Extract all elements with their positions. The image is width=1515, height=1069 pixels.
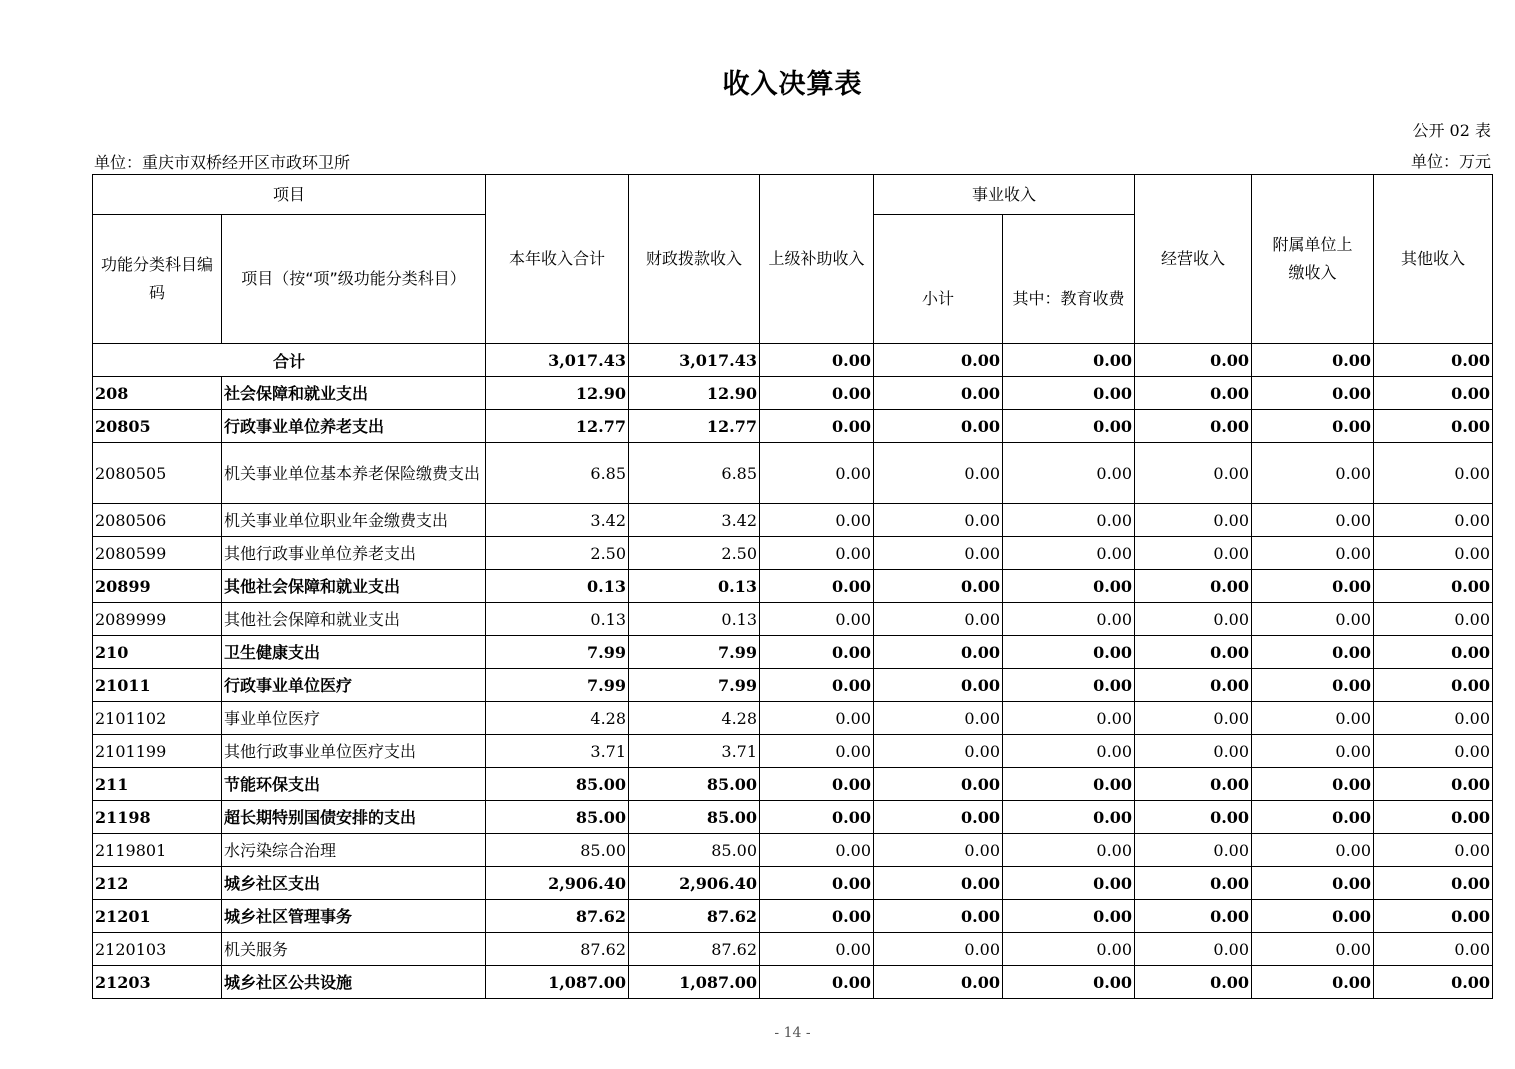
row-value-cell: 0.00 [760, 537, 874, 570]
row-value-cell: 0.00 [1135, 669, 1252, 702]
row-value-cell: 0.00 [1003, 570, 1135, 603]
row-value-cell: 0.00 [874, 570, 1003, 603]
row-value-cell: 0.00 [874, 801, 1003, 834]
row-value-cell: 0.00 [1135, 900, 1252, 933]
row-value-cell: 0.00 [1003, 636, 1135, 669]
row-item-name: 城乡社区公共设施 [222, 966, 486, 999]
row-value-cell: 0.00 [1135, 443, 1252, 504]
row-value-cell: 0.00 [1003, 900, 1135, 933]
row-value-cell: 7.99 [629, 669, 760, 702]
row-value-cell: 0.00 [1374, 410, 1493, 443]
row-value-cell: 0.00 [874, 702, 1003, 735]
table-row [93, 537, 1493, 570]
row-code: 2119801 [93, 834, 222, 867]
table-row [93, 900, 1493, 933]
row-value-cell: 0.00 [760, 443, 874, 504]
income-table [92, 174, 1493, 999]
row-value-cell: 0.00 [1374, 636, 1493, 669]
row-value-cell: 0.00 [1252, 768, 1374, 801]
table-row [93, 834, 1493, 867]
header-education-fee: 其中：教育收费 [1003, 215, 1135, 344]
header-other-income: 其他收入 [1374, 175, 1493, 344]
row-value-cell: 0.00 [874, 504, 1003, 537]
row-value-cell: 1,087.00 [629, 966, 760, 999]
table-row [93, 702, 1493, 735]
row-value-cell: 0.00 [1252, 504, 1374, 537]
row-value-cell: 87.62 [486, 933, 629, 966]
page-number: - 14 - [774, 1025, 811, 1041]
total-cell: 3,017.43 [486, 344, 629, 377]
row-value-cell: 0.00 [1374, 801, 1493, 834]
row-item-name: 城乡社区管理事务 [222, 900, 486, 933]
row-value-cell: 0.00 [1135, 735, 1252, 768]
row-value-cell: 0.00 [1003, 410, 1135, 443]
row-item-name: 其他社会保障和就业支出 [222, 603, 486, 636]
row-item-name: 机关服务 [222, 933, 486, 966]
row-value-cell: 0.00 [1135, 867, 1252, 900]
row-value-cell: 0.00 [760, 735, 874, 768]
row-value-cell: 0.00 [1252, 537, 1374, 570]
row-value-cell: 0.00 [1374, 867, 1493, 900]
row-value-cell: 0.00 [1252, 900, 1374, 933]
row-code: 2101199 [93, 735, 222, 768]
row-value-cell: 3.71 [486, 735, 629, 768]
row-value-cell: 0.00 [760, 966, 874, 999]
row-value-cell: 4.28 [486, 702, 629, 735]
row-value-cell: 0.00 [760, 504, 874, 537]
row-value-cell: 0.00 [1135, 702, 1252, 735]
total-cell: 0.00 [1135, 344, 1252, 377]
row-value-cell: 0.00 [760, 702, 874, 735]
row-value-cell: 0.00 [1003, 768, 1135, 801]
row-value-cell: 85.00 [629, 801, 760, 834]
row-item-name: 城乡社区支出 [222, 867, 486, 900]
table-row [93, 867, 1493, 900]
row-code: 21203 [93, 966, 222, 999]
row-value-cell: 85.00 [486, 834, 629, 867]
row-code: 210 [93, 636, 222, 669]
row-value-cell: 12.90 [486, 377, 629, 410]
row-value-cell: 87.62 [629, 900, 760, 933]
row-value-cell: 0.00 [1003, 867, 1135, 900]
row-item-name: 行政事业单位养老支出 [222, 410, 486, 443]
row-value-cell: 0.00 [874, 867, 1003, 900]
row-item-name: 其他行政事业单位医疗支出 [222, 735, 486, 768]
row-value-cell: 0.00 [1252, 966, 1374, 999]
row-value-cell: 0.00 [1252, 933, 1374, 966]
row-value-cell: 0.00 [1374, 504, 1493, 537]
row-item-name: 机关事业单位基本养老保险缴费支出 [222, 443, 486, 504]
table-row [93, 504, 1493, 537]
total-row [93, 344, 1493, 377]
row-value-cell: 0.00 [1003, 702, 1135, 735]
row-value-cell: 0.00 [874, 966, 1003, 999]
row-value-cell: 0.00 [1003, 966, 1135, 999]
row-value-cell: 0.00 [760, 801, 874, 834]
header-code: 功能分类科目编码 [93, 215, 222, 344]
table-row [93, 410, 1493, 443]
row-item-name: 水污染综合治理 [222, 834, 486, 867]
row-value-cell: 0.00 [1252, 735, 1374, 768]
table-row [93, 636, 1493, 669]
row-value-cell: 0.00 [1003, 834, 1135, 867]
row-item-name: 节能环保支出 [222, 768, 486, 801]
row-value-cell: 0.00 [760, 603, 874, 636]
header-total-income: 本年收入合计 [486, 175, 629, 344]
row-code: 2080505 [93, 443, 222, 504]
row-value-cell: 0.00 [1135, 768, 1252, 801]
row-value-cell: 0.00 [760, 867, 874, 900]
row-value-cell: 0.00 [874, 410, 1003, 443]
row-value-cell: 7.99 [629, 636, 760, 669]
row-value-cell: 0.00 [1252, 570, 1374, 603]
row-value-cell: 0.00 [1252, 801, 1374, 834]
row-value-cell: 1,087.00 [486, 966, 629, 999]
row-value-cell: 0.00 [1252, 702, 1374, 735]
row-value-cell: 2,906.40 [629, 867, 760, 900]
row-value-cell: 0.00 [1135, 377, 1252, 410]
total-cell: 0.00 [1374, 344, 1493, 377]
header-career-income-group: 事业收入 [874, 175, 1135, 215]
table-body [93, 344, 1493, 999]
row-value-cell: 0.00 [760, 900, 874, 933]
row-code: 212 [93, 867, 222, 900]
header-item-name: 项目（按“项”级功能分类科目） [222, 215, 486, 344]
row-value-cell: 0.00 [1135, 537, 1252, 570]
row-value-cell: 0.00 [1252, 867, 1374, 900]
row-value-cell: 0.13 [486, 570, 629, 603]
row-value-cell: 0.00 [1374, 537, 1493, 570]
row-value-cell: 0.00 [1374, 933, 1493, 966]
row-value-cell: 85.00 [486, 768, 629, 801]
row-value-cell: 0.00 [1374, 570, 1493, 603]
row-code: 21198 [93, 801, 222, 834]
header-operating-income: 经营收入 [1135, 175, 1252, 344]
currency-unit: 单位：万元 [1410, 152, 1491, 171]
row-value-cell: 0.00 [1135, 933, 1252, 966]
row-value-cell: 0.00 [1003, 537, 1135, 570]
row-value-cell: 2.50 [629, 537, 760, 570]
row-item-name: 超长期特别国债安排的支出 [222, 801, 486, 834]
row-code: 20899 [93, 570, 222, 603]
row-value-cell: 0.00 [1135, 410, 1252, 443]
row-code: 2089999 [93, 603, 222, 636]
header-item-group: 项目 [93, 175, 486, 215]
row-value-cell: 0.00 [1135, 834, 1252, 867]
table-row [93, 603, 1493, 636]
row-item-name: 行政事业单位医疗 [222, 669, 486, 702]
row-value-cell: 0.00 [874, 603, 1003, 636]
total-cell: 0.00 [874, 344, 1003, 377]
row-value-cell: 0.00 [760, 834, 874, 867]
row-value-cell: 0.00 [760, 933, 874, 966]
table-row [93, 966, 1493, 999]
table-row [93, 669, 1493, 702]
total-label: 合计 [93, 344, 486, 377]
row-code: 2080599 [93, 537, 222, 570]
row-value-cell: 0.00 [874, 735, 1003, 768]
row-value-cell: 0.00 [1135, 603, 1252, 636]
row-value-cell: 0.13 [486, 603, 629, 636]
row-code: 211 [93, 768, 222, 801]
total-cell: 3,017.43 [629, 344, 760, 377]
row-value-cell: 0.00 [760, 636, 874, 669]
row-value-cell: 0.00 [1003, 377, 1135, 410]
row-value-cell: 0.00 [1135, 636, 1252, 669]
row-value-cell: 0.00 [874, 834, 1003, 867]
header-subtotal: 小计 [874, 215, 1003, 344]
row-value-cell: 4.28 [629, 702, 760, 735]
row-value-cell: 0.00 [874, 443, 1003, 504]
row-value-cell: 87.62 [629, 933, 760, 966]
row-value-cell: 0.00 [1374, 377, 1493, 410]
table-row [93, 801, 1493, 834]
row-value-cell: 12.90 [629, 377, 760, 410]
row-code: 20805 [93, 410, 222, 443]
row-code: 2101102 [93, 702, 222, 735]
row-item-name: 其他社会保障和就业支出 [222, 570, 486, 603]
table-row [93, 570, 1493, 603]
row-value-cell: 0.00 [1374, 603, 1493, 636]
row-item-name: 卫生健康支出 [222, 636, 486, 669]
table-row [93, 933, 1493, 966]
row-code: 21011 [93, 669, 222, 702]
table-header [93, 175, 1493, 344]
row-value-cell: 0.00 [1003, 504, 1135, 537]
row-value-cell: 0.00 [1374, 735, 1493, 768]
row-value-cell: 0.00 [1374, 966, 1493, 999]
row-value-cell: 0.13 [629, 570, 760, 603]
row-value-cell: 2,906.40 [486, 867, 629, 900]
row-value-cell: 0.00 [1374, 834, 1493, 867]
row-value-cell: 0.00 [874, 768, 1003, 801]
row-item-name: 事业单位医疗 [222, 702, 486, 735]
row-code: 21201 [93, 900, 222, 933]
row-value-cell: 0.00 [760, 377, 874, 410]
row-value-cell: 0.00 [1003, 933, 1135, 966]
row-value-cell: 0.00 [760, 768, 874, 801]
row-value-cell: 87.62 [486, 900, 629, 933]
row-value-cell: 0.00 [1135, 801, 1252, 834]
row-value-cell: 85.00 [629, 768, 760, 801]
row-value-cell: 0.00 [1135, 504, 1252, 537]
row-value-cell: 0.00 [874, 537, 1003, 570]
header-superior-subsidy: 上级补助收入 [760, 175, 874, 344]
row-value-cell: 0.00 [760, 669, 874, 702]
table-row [93, 768, 1493, 801]
row-value-cell: 0.00 [1003, 801, 1135, 834]
row-value-cell: 12.77 [629, 410, 760, 443]
row-value-cell: 0.00 [760, 570, 874, 603]
row-value-cell: 0.00 [1252, 410, 1374, 443]
row-value-cell: 0.00 [1252, 377, 1374, 410]
table-row [93, 377, 1493, 410]
row-value-cell: 0.00 [874, 377, 1003, 410]
row-value-cell: 0.00 [1003, 443, 1135, 504]
row-item-name: 其他行政事业单位养老支出 [222, 537, 486, 570]
total-cell: 0.00 [1252, 344, 1374, 377]
row-value-cell: 7.99 [486, 669, 629, 702]
row-value-cell: 0.00 [760, 410, 874, 443]
row-value-cell: 0.00 [1003, 603, 1135, 636]
row-value-cell: 0.00 [1252, 669, 1374, 702]
table-number: 公开 02 表 [1412, 121, 1491, 140]
row-value-cell: 2.50 [486, 537, 629, 570]
row-value-cell: 0.00 [874, 933, 1003, 966]
row-value-cell: 0.00 [1135, 570, 1252, 603]
row-value-cell: 6.85 [629, 443, 760, 504]
table-row [93, 443, 1493, 504]
row-code: 2120103 [93, 933, 222, 966]
row-value-cell: 6.85 [486, 443, 629, 504]
row-value-cell: 0.00 [874, 669, 1003, 702]
row-value-cell: 0.00 [1374, 768, 1493, 801]
table-row [93, 735, 1493, 768]
row-value-cell: 85.00 [486, 801, 629, 834]
row-value-cell: 0.00 [1374, 443, 1493, 504]
row-value-cell: 0.00 [1135, 966, 1252, 999]
row-value-cell: 3.71 [629, 735, 760, 768]
row-value-cell: 12.77 [486, 410, 629, 443]
row-value-cell: 0.00 [874, 900, 1003, 933]
row-value-cell: 0.00 [1252, 636, 1374, 669]
row-value-cell: 0.00 [1252, 443, 1374, 504]
row-value-cell: 0.00 [1374, 900, 1493, 933]
reporting-unit: 单位：重庆市双桥经开区市政环卫所 [94, 153, 351, 172]
row-item-name: 社会保障和就业支出 [222, 377, 486, 410]
total-cell: 0.00 [1003, 344, 1135, 377]
row-value-cell: 0.00 [1252, 603, 1374, 636]
total-cell: 0.00 [760, 344, 874, 377]
row-code: 2080506 [93, 504, 222, 537]
row-value-cell: 3.42 [629, 504, 760, 537]
header-affiliated-income: 附属单位上缴收入 [1252, 175, 1374, 344]
row-value-cell: 0.00 [1003, 669, 1135, 702]
header-fiscal-income: 财政拨款收入 [629, 175, 760, 344]
row-value-cell: 0.00 [1374, 669, 1493, 702]
row-value-cell: 0.13 [629, 603, 760, 636]
row-value-cell: 7.99 [486, 636, 629, 669]
row-item-name: 机关事业单位职业年金缴费支出 [222, 504, 486, 537]
row-value-cell: 0.00 [1252, 834, 1374, 867]
row-value-cell: 0.00 [1374, 702, 1493, 735]
row-value-cell: 85.00 [629, 834, 760, 867]
row-value-cell: 0.00 [874, 636, 1003, 669]
row-code: 208 [93, 377, 222, 410]
page-title: 收入决算表 [722, 69, 863, 100]
row-value-cell: 0.00 [1003, 735, 1135, 768]
row-value-cell: 3.42 [486, 504, 629, 537]
